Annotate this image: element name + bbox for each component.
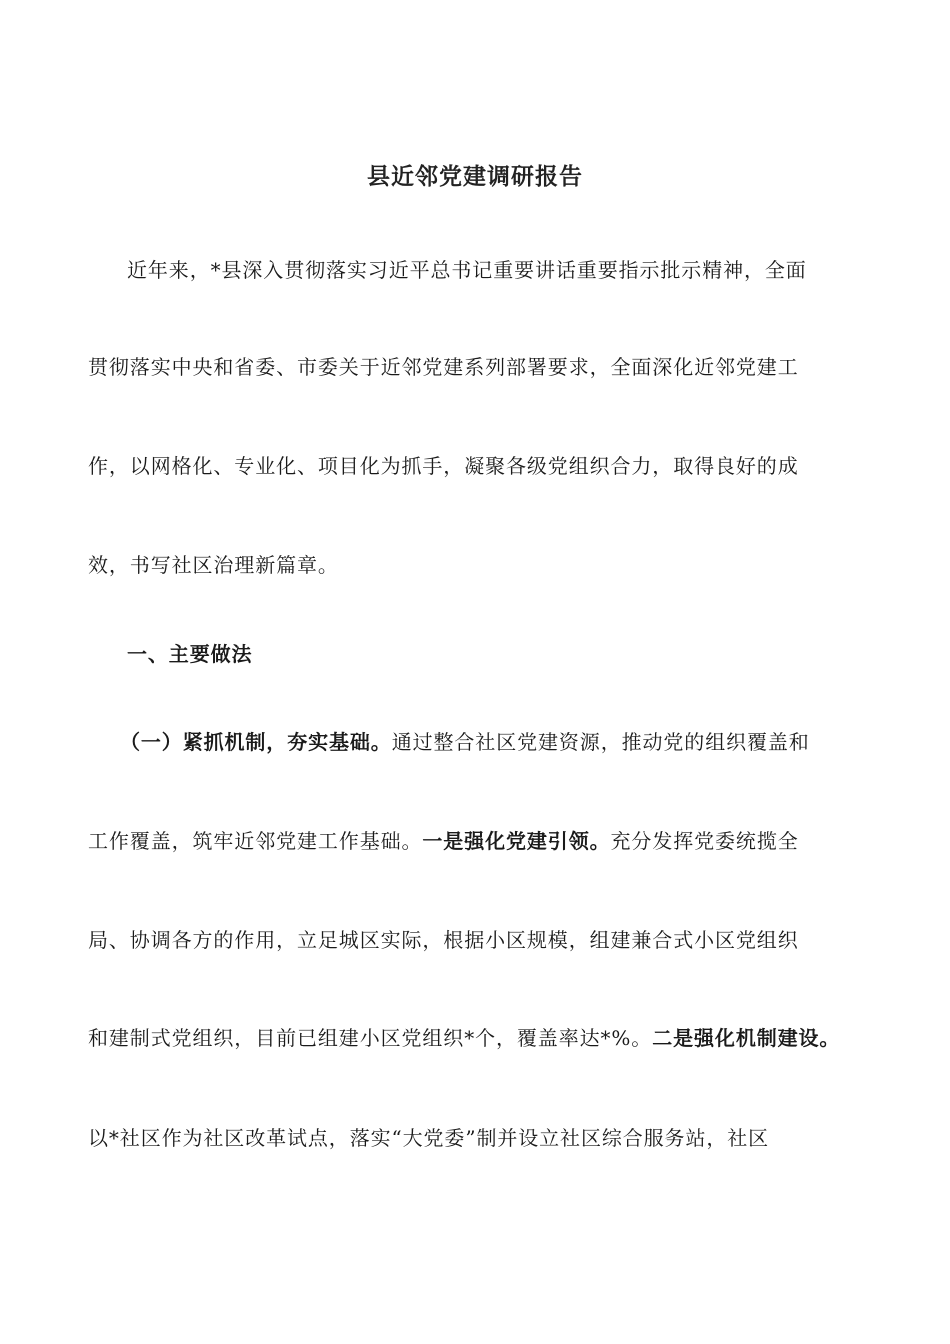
intro-line-3: 作，以网格化、专业化、项目化为抓手，凝聚各级党组织合力，取得良好的成: [88, 454, 799, 478]
subsection-line-2: [88, 827, 878, 855]
subsection-line-3: 局、协调各方的作用，立足城区实际，根据小区规模，组建兼合式小区党组织: [88, 928, 799, 952]
intro-line-4: 效，书写社区治理新篇章。: [88, 553, 339, 577]
subsection-line-1-text: 通过整合社区党建资源，推动党的组织覆盖和: [391, 730, 810, 754]
section-heading: 一、主要做法: [127, 642, 253, 666]
document-title: 县近邻党建调研报告: [367, 164, 583, 190]
subsection-line-1: [120, 728, 910, 756]
point-1-text: 充分发挥党委统揽全: [610, 829, 799, 853]
point-1-text-end: 和建制式党组织，目前已组建小区党组织*个，覆盖率达*%。: [88, 1026, 653, 1050]
point-2-title: 二是强化机制建设。: [652, 1026, 841, 1050]
intro-line-1: 近年来，*县深入贯彻落实习近平总书记重要讲话重要指示批示精神，全面: [127, 258, 807, 282]
subsection-title: （一）紧抓机制，夯实基础。: [120, 730, 392, 754]
subsection-line-2-text: 工作覆盖，筑牢近邻党建工作基础。: [88, 829, 423, 853]
intro-line-2: 贯彻落实中央和省委、市委关于近邻党建系列部署要求，全面深化近邻党建工: [88, 355, 799, 379]
subsection-line-5: 以*社区作为社区改革试点，落实“大党委”制并设立社区综合服务站，社区: [88, 1126, 770, 1150]
point-1-title: 一是强化党建引领。: [422, 829, 611, 853]
subsection-line-4: [88, 1024, 878, 1052]
